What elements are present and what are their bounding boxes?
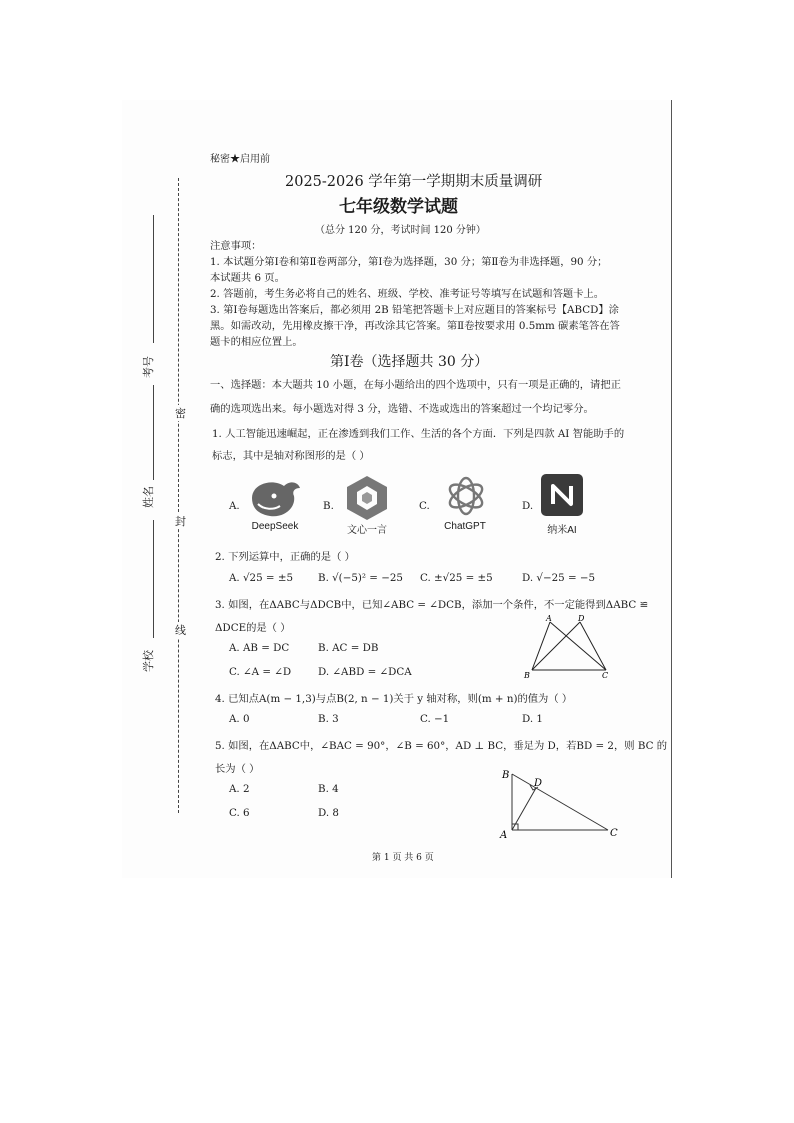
q4-stem: 4. 已知点A(m − 1,3)与点B(2, n − 1)关于 y 轴对称，则(m + n)的值为（ ）	[215, 693, 573, 705]
q1-option-c-letter[interactable]: C.	[419, 500, 430, 512]
q5-label-b: B	[502, 770, 510, 781]
notice-line-2: 2. 答题前，考生务必将自己的姓名、班级、学校、准考证号等填写在试题和答题卡上。	[210, 288, 605, 300]
exam-no-underline	[153, 215, 154, 343]
hexagon-cube-logo-icon	[344, 474, 390, 520]
q2-option-b[interactable]: B. √(−5)² = −25	[318, 572, 403, 584]
seal-char-mi: 密	[175, 407, 186, 420]
exam-title: 2025-2026 学年第一学期期末质量调研	[285, 174, 543, 190]
q2-option-d[interactable]: D. √−25 = −5	[522, 572, 596, 584]
q4-option-c[interactable]: C. −1	[420, 713, 450, 725]
q1-stem-2: 标志，其中是轴对称图形的是（ ）	[212, 450, 370, 462]
q5-stem-2: 长为（ ）	[215, 763, 260, 775]
name-underline	[153, 385, 154, 480]
seal-char-feng: 封	[175, 515, 186, 528]
seal-dashed-line	[178, 178, 179, 813]
notice-heading: 注意事项：	[210, 240, 262, 252]
school-underline	[153, 520, 154, 638]
q4-option-b[interactable]: B. 3	[318, 713, 339, 725]
q5-label-c: C	[610, 828, 618, 839]
q3-option-c[interactable]: C. ∠A = ∠D	[229, 666, 292, 678]
section-intro-1: 一、选择题：本大题共 10 小题，在每小题给出的四个选项中，只有一项是正确的，请把正	[210, 379, 621, 391]
notice-line-1b: 本试题共 6 页。	[210, 272, 285, 284]
n-square-logo-icon	[541, 474, 583, 516]
q3-label-b: B	[524, 671, 530, 680]
q3-option-d[interactable]: D. ∠ABD = ∠DCA	[318, 666, 412, 678]
q1-option-a-caption: DeepSeek	[251, 521, 299, 532]
q3-label-c: C	[602, 671, 609, 680]
page-number: 第 1 页 共 6 页	[372, 853, 434, 863]
seal-char-xian: 线	[175, 624, 186, 637]
q2-option-c[interactable]: C. ±√25 = ±5	[420, 572, 493, 584]
q2-stem: 2. 下列运算中，正确的是（ ）	[215, 551, 355, 563]
q5-option-a[interactable]: A. 2	[229, 783, 250, 795]
q3-option-a[interactable]: A. AB = DC	[229, 642, 290, 654]
q1-option-b-caption: 文心一言	[347, 525, 387, 536]
q4-option-a[interactable]: A. 0	[229, 713, 250, 725]
score-time-note: （总分 120 分，考试时间 120 分钟）	[315, 225, 486, 236]
school-label: 学校	[142, 650, 155, 672]
section-title: 第Ⅰ卷（选择题共 30 分）	[330, 354, 489, 370]
section-intro-2: 确的选项选出来。每小题选对得 3 分，选错、不选或选出的答案超过一个均记零分。	[210, 403, 594, 415]
q5-option-b[interactable]: B. 4	[318, 783, 339, 795]
q4-option-d[interactable]: D. 1	[522, 713, 543, 725]
q3-label-d: D	[578, 614, 585, 623]
q3-triangle-figure	[520, 612, 616, 680]
notice-line-3b: 黑。如需改动，先用橡皮擦干净，再改涂其它答案。第Ⅱ卷按要求用 0.5mm 碳素笔答在答	[210, 320, 620, 332]
exam-no-label: 考号	[142, 356, 155, 378]
name-label: 姓名	[142, 486, 155, 508]
q5-label-d: D	[534, 778, 543, 789]
q1-option-d-letter[interactable]: D.	[522, 500, 534, 512]
notice-line-3: 3. 第Ⅰ卷每题选出答案后，都必须用 2B 铅笔把答题卡上对应题目的答案标号【ABCD】涂	[210, 304, 619, 316]
q1-option-b-letter[interactable]: B.	[323, 500, 334, 512]
q5-option-c[interactable]: C. 6	[229, 807, 250, 819]
q1-option-c-caption: ChatGPT	[444, 521, 486, 532]
notice-line-3c: 题卡的相应位置上。	[210, 336, 303, 348]
q1-stem-1: 1. 人工智能迅速崛起，正在渗透到我们工作、生活的各个方面．下列是四款 AI 智能助手的	[212, 428, 625, 440]
knot-logo-icon	[443, 474, 489, 518]
q1-option-a-letter[interactable]: A.	[229, 500, 240, 512]
confidential-mark: 秘密★启用前	[210, 154, 270, 165]
q3-option-b[interactable]: B. AC = DB	[318, 642, 379, 654]
page-border	[671, 100, 672, 878]
q3-stem-2: ΔDCE的是（ ）	[215, 622, 291, 634]
q5-label-a: A	[500, 830, 508, 840]
exam-subtitle: 七年级数学试题	[339, 197, 458, 217]
q1-option-d-caption: 纳米AI	[547, 525, 577, 536]
q2-option-a[interactable]: A. √25 = ±5	[229, 572, 293, 584]
q5-triangle-figure	[496, 766, 626, 840]
q5-stem-1: 5. 如图，在ΔABC中，∠BAC = 90°，∠B = 60°，AD ⊥ BC，垂足为 D，若BD = 2，则 BC 的	[215, 740, 668, 752]
q5-option-d[interactable]: D. 8	[318, 807, 339, 819]
q3-label-a: A	[546, 614, 552, 623]
q3-stem-1: 3. 如图，在ΔABC与ΔDCB中，已知∠ABC = ∠DCB，添加一个条件，不一定能得到ΔABC ≌	[215, 599, 649, 611]
whale-logo-icon	[244, 474, 304, 520]
notice-line-1: 1. 本试题分第Ⅰ卷和第Ⅱ卷两部分，第Ⅰ卷为选择题，30 分；第Ⅱ卷为非选择题，90 分；	[210, 256, 608, 268]
